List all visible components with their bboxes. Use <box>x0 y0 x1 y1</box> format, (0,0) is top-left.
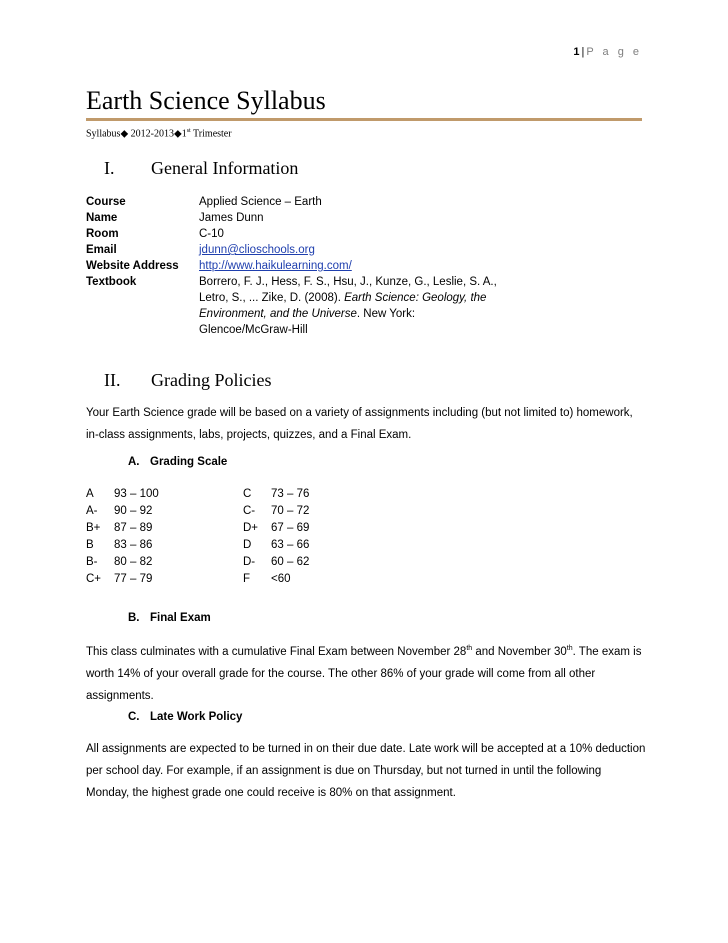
document-subtitle <box>86 128 232 139</box>
subheading-letter: C. <box>128 711 140 723</box>
general-info-table <box>86 194 499 338</box>
info-row-textbook <box>86 274 499 338</box>
grade-range: 63 – 66 <box>271 539 310 551</box>
page-label: P a g e <box>586 46 642 58</box>
info-label: Website Address <box>86 260 179 272</box>
subtitle-trimester-sup: st <box>186 128 191 134</box>
final-exam-text-2: and November 30 <box>472 645 567 658</box>
info-label: Name <box>86 212 118 224</box>
info-label: Email <box>86 244 117 256</box>
diamond-icon: ◆ <box>120 128 129 140</box>
citation-authors: Borrero, F. J., Hess, F. S., Hsu, J., Kunze, G., Leslie, S. A., Letro, S., ... Zike, D. (2008). <box>199 276 497 304</box>
scale-row <box>86 486 309 503</box>
info-value: James Dunn <box>199 212 264 224</box>
section-number: II. <box>104 370 121 390</box>
subheading-letter: B. <box>128 612 140 624</box>
section-heading-grading <box>104 370 271 391</box>
grade-letter: A <box>86 488 94 500</box>
subheading-title: Final Exam <box>150 612 211 624</box>
grade-range: 67 – 69 <box>271 522 310 534</box>
grading-scale-table <box>86 486 309 588</box>
grade-range: 83 – 86 <box>114 539 153 551</box>
scale-row <box>86 571 309 588</box>
late-work-text: All assignments are expected to be turned in on their due date. Late work will be accepted at a 10% deduction per school day. For example, if an assignment is due on Thursday, but not turned in until the following Monday, the highest grade one could receive is 80% on that assignment. <box>86 743 646 799</box>
grade-letter: F <box>243 573 251 585</box>
subheading-title: Grading Scale <box>150 456 228 468</box>
email-link[interactable]: jdunn@clioschools.org <box>199 244 315 256</box>
title-rule <box>86 118 642 121</box>
info-row-name <box>86 210 499 226</box>
final-exam-text <box>86 638 646 707</box>
subheading-title: Late Work Policy <box>150 711 243 723</box>
grade-letter: B+ <box>86 522 101 534</box>
grade-range: 77 – 79 <box>114 573 153 585</box>
grade-range: <60 <box>271 573 291 585</box>
grade-range: 80 – 82 <box>114 556 153 568</box>
info-row-email <box>86 242 499 258</box>
grade-letter: A- <box>86 505 98 517</box>
grade-letter: C+ <box>86 573 102 585</box>
page-number-header: 1 | P a g e <box>573 46 642 58</box>
info-row-course <box>86 194 499 210</box>
section-number: I. <box>104 158 115 178</box>
info-label: Course <box>86 196 126 208</box>
subtitle-trimester: Trimester <box>193 128 232 140</box>
info-row-website <box>86 258 499 274</box>
subheading-letter: A. <box>128 456 140 468</box>
final-exam-text-3: . The exam is worth 14% of your overall grade for the course. The other 86% of your grade will come from all other assignments. <box>86 645 642 702</box>
grading-intro: Your Earth Science grade will be based on a variety of assignments including (but not limited to) homework, in-class assignments, labs, projects, quizzes, and a Final Exam. <box>86 407 633 441</box>
subheading-final-exam <box>128 612 211 624</box>
grade-range: 73 – 76 <box>271 488 310 500</box>
final-exam-text-1: This class culminates with a cumulative Final Exam between November 28 <box>86 645 467 658</box>
scale-row <box>86 554 309 571</box>
section-heading-general <box>104 158 298 179</box>
grade-letter: B <box>86 539 94 551</box>
scale-row <box>86 503 309 520</box>
grade-letter: B- <box>86 556 98 568</box>
final-exam-sup-1: th <box>466 645 473 652</box>
grade-range: 93 – 100 <box>114 488 159 500</box>
info-value: C-10 <box>199 228 224 240</box>
section-title: Grading Policies <box>151 370 272 390</box>
subtitle-trimester-num: 1 <box>181 128 187 140</box>
grade-letter: D+ <box>243 522 259 534</box>
textbook-citation <box>199 274 499 338</box>
scale-row <box>86 520 309 537</box>
document-title: Earth Science Syllabus <box>86 86 326 115</box>
section-title: General Information <box>151 158 299 178</box>
subtitle-years: 2012-2013 <box>130 128 174 140</box>
diamond-icon: ◆ <box>174 128 182 140</box>
grade-letter: C <box>243 488 252 500</box>
grade-range: 60 – 62 <box>271 556 310 568</box>
info-row-room <box>86 226 499 242</box>
final-exam-sup-2: th <box>566 645 573 652</box>
grade-range: 87 – 89 <box>114 522 153 534</box>
info-label: Room <box>86 228 119 240</box>
subheading-late-work <box>128 711 242 723</box>
subheading-grading-scale <box>128 456 227 468</box>
grade-range: 70 – 72 <box>271 505 310 517</box>
grade-letter: D- <box>243 556 256 568</box>
grade-letter: C- <box>243 505 256 517</box>
scale-row <box>86 537 309 554</box>
info-value: Applied Science – Earth <box>199 196 322 208</box>
website-link[interactable]: http://www.haikulearning.com/ <box>199 260 352 272</box>
page-number: 1 <box>573 46 580 58</box>
grade-range: 90 – 92 <box>114 505 153 517</box>
grade-letter: D <box>243 539 252 551</box>
info-label: Textbook <box>86 276 137 288</box>
citation-publisher: . New York: Glencoe/McGraw-Hill <box>199 308 416 336</box>
citation-title: Earth Science: Geology, the Environment, and the Universe <box>199 292 487 320</box>
subtitle-syllabus: Syllabus <box>86 128 121 140</box>
